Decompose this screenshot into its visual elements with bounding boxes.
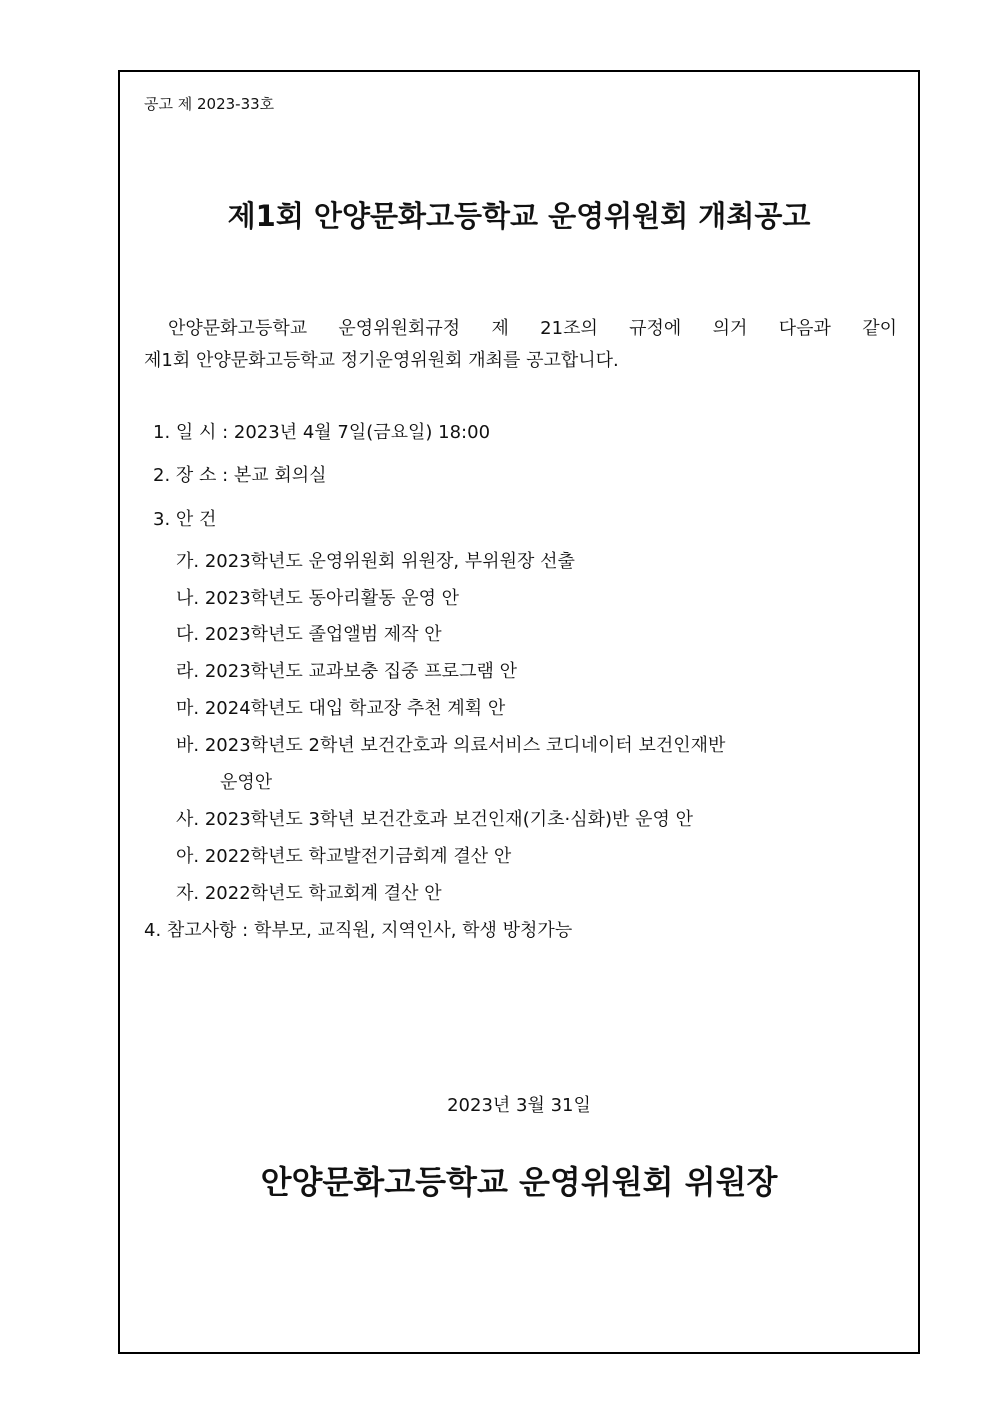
intro-line-1: 안양문화고등학교 운영위원회규정 제 21조의 규정에 의거 다음과 같이 [168, 318, 897, 339]
intro-paragraph [144, 313, 897, 377]
agenda-item: 마. 2024학년도 대입 학교장 추천 계획 안 [176, 698, 506, 719]
signer-title: 안양문화고등학교 운영위원회 위원장 [260, 1163, 778, 1201]
intro-line-2: 제1회 안양문화고등학교 정기운영위원회 개최를 공고합니다. [144, 350, 619, 371]
agenda-item: 다. 2023학년도 졸업앨범 제작 안 [176, 624, 442, 645]
agenda-item: 가. 2023학년도 운영위원회 위원장, 부위원장 선출 [176, 551, 575, 572]
agenda-item: 라. 2023학년도 교과보충 집중 프로그램 안 [176, 661, 517, 682]
item-place: 2. 장 소 : 본교 회의실 [153, 465, 327, 486]
document-title: 제1회 안양문화고등학교 운영위원회 개최공고 [227, 199, 811, 233]
agenda-item: 아. 2022학년도 학교발전기금회계 결산 안 [176, 846, 512, 867]
notice-date: 2023년 3월 31일 [447, 1095, 591, 1116]
item-datetime: 1. 일 시 : 2023년 4월 7일(금요일) 18:00 [153, 422, 491, 443]
agenda-item-continuation: 운영안 [220, 772, 273, 793]
agenda-item: 사. 2023학년도 3학년 보건간호과 보건인재(기초·심화)반 운영 안 [176, 809, 694, 830]
notice-number: 공고 제 2023-33호 [144, 95, 275, 113]
item-reference: 4. 참고사항 : 학부모, 교직원, 지역인사, 학생 방청가능 [144, 920, 573, 941]
agenda-item: 나. 2023학년도 동아리활동 운영 안 [176, 588, 460, 609]
agenda-item: 바. 2023학년도 2학년 보건간호과 의료서비스 코디네이터 보건인재반 [176, 735, 726, 756]
item-agenda-heading: 3. 안 건 [153, 509, 217, 530]
agenda-item: 자. 2022학년도 학교회계 결산 안 [176, 883, 442, 904]
